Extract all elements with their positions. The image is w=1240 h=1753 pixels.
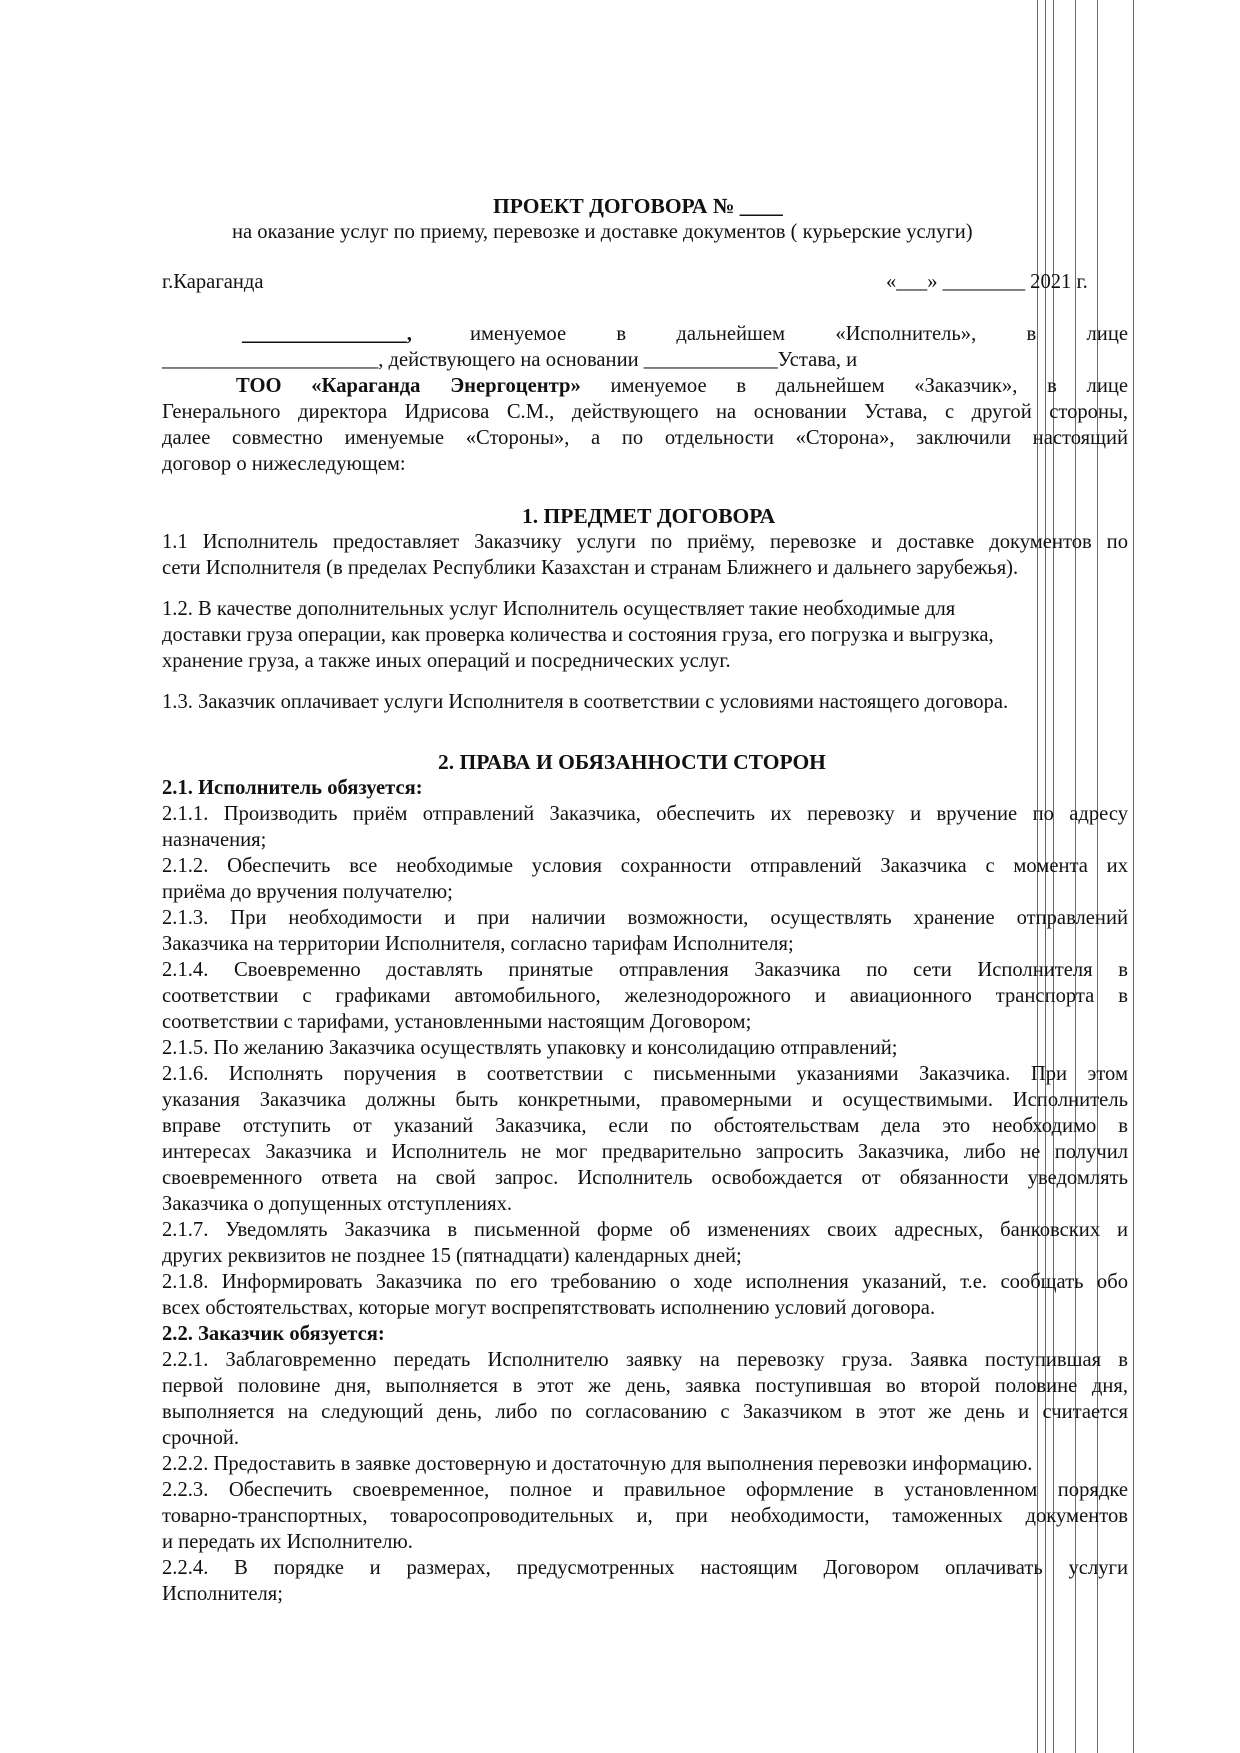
clause-line: 2.1.8. Информировать Заказчика по его требованию о ходе исполнения указаний, т.е. сообщать обо bbox=[162, 1271, 1128, 1293]
clause-line: доставки груза операции, как проверка количества и состояния груза, его погрузка и выгрузка, bbox=[162, 624, 994, 646]
preamble-line: далее совместно именуемые «Стороны», а по отдельности «Сторона», заключили настоящий bbox=[162, 427, 1128, 449]
clause-line: выполняется на следующий день, либо по согласованию с Заказчиком в этот же день и считается bbox=[162, 1401, 1128, 1423]
clause-line: Заказчика о допущенных отступлениях. bbox=[162, 1193, 513, 1215]
clause-line: соответствии с тарифами, установленными настоящим Договором; bbox=[162, 1011, 752, 1033]
preamble-line-1-words bbox=[470, 321, 1128, 347]
scan-artifact-line bbox=[1133, 0, 1134, 1753]
clause-line: назначения; bbox=[162, 829, 267, 851]
clause-line: 2.1.7. Уведомлять Заказчика в письменной форме об изменениях своих адресных, банковских и bbox=[162, 1219, 1128, 1241]
clause-line: 2.1.2. Обеспечить все необходимые условия сохранности отправлений Заказчика с момента их bbox=[162, 855, 1128, 877]
clause-line: 2.1.6. Исполнять поручения в соответствии с письменными указаниями Заказчика. При этом bbox=[162, 1063, 1128, 1085]
clause-line: 2.1.1. Производить приём отправлений Заказчика, обеспечить их перевозку и вручение по адресу bbox=[162, 803, 1128, 825]
preamble-word: лице bbox=[1086, 323, 1128, 345]
clause-line: указания Заказчика должны быть конкретными, правомерными и осуществимыми. Исполнитель bbox=[162, 1089, 1128, 1111]
document-title: ПРОЕКТ ДОГОВОРА № ____ bbox=[493, 194, 783, 218]
subsection-heading: 2.2. Заказчик обязуется: bbox=[162, 1323, 385, 1345]
subsection-heading: 2.1. Исполнитель обязуется: bbox=[162, 777, 423, 799]
clause-line: соответствии с графиками автомобильного, железнодорожного и авиационного транспорта в bbox=[162, 985, 1128, 1007]
clause-line: срочной. bbox=[162, 1427, 240, 1449]
section-1-heading: 1. ПРЕДМЕТ ДОГОВОРА bbox=[522, 504, 776, 528]
clause-line: 2.1.5. По желанию Заказчика осуществлять упаковку и консолидацию отправлений; bbox=[162, 1037, 898, 1059]
clause-line: Исполнителя; bbox=[162, 1583, 283, 1605]
executor-name-blank: ________________, bbox=[242, 323, 412, 345]
preamble-line: договор о нижеследующем: bbox=[162, 453, 406, 475]
clause-line: 1.2. В качестве дополнительных услуг Исполнитель осуществляет такие необходимые для bbox=[162, 598, 956, 620]
clause-line: 2.2.4. В порядке и размерах, предусмотренных настоящим Договором оплачивать услуги bbox=[162, 1557, 1128, 1579]
clause-line: вправе отступить от указаний Заказчика, если по обстоятельствам дела это необходимо в bbox=[162, 1115, 1128, 1137]
section-2-heading: 2. ПРАВА И ОБЯЗАННОСТИ СТОРОН bbox=[438, 750, 826, 774]
clause-line: Заказчика на территории Исполнителя, согласно тарифам Исполнителя; bbox=[162, 933, 794, 955]
clause-line: 2.2.3. Обеспечить своевременное, полное и правильное оформление в установленном порядке bbox=[162, 1479, 1128, 1501]
document-subtitle: на оказание услуг по приему, перевозке и доставке документов ( курьерские услуги) bbox=[232, 221, 973, 243]
preamble-word: именуемое bbox=[470, 323, 567, 345]
clause-line: 2.2.1. Заблаговременно передать Исполнителю заявку на перевозку груза. Заявка поступившая в bbox=[162, 1349, 1128, 1371]
clause-line: сети Исполнителя (в пределах Республики Казахстан и странам Ближнего и дальнего зарубежья). bbox=[162, 557, 1019, 579]
preamble-word: дальнейшем bbox=[676, 323, 786, 345]
clause-line: 2.1.3. При необходимости и при наличии возможности, осуществлять хранение отправлений bbox=[162, 907, 1128, 929]
clause-line: интересах Заказчика и Исполнитель не мог предварительно запросить Заказчика, либо не получил bbox=[162, 1141, 1128, 1163]
preamble-word: в bbox=[1026, 323, 1037, 345]
preamble-line: _____________________, действующего на основании _____________Устава, и bbox=[162, 349, 858, 371]
clause-line: хранение груза, а также иных операций и посреднических услуг. bbox=[162, 650, 731, 672]
clause-line: приёма до вручения получателю; bbox=[162, 881, 453, 903]
preamble-word: «Исполнитель», bbox=[835, 323, 977, 345]
clause-line: своевременного ответа на свой запрос. Исполнитель освобождается от обязанности уведомлять bbox=[162, 1167, 1128, 1189]
preamble-line: Генерального директора Идрисова С.М., действующего на основании Устава, с другой стороны, bbox=[162, 401, 1128, 423]
preamble-word: в bbox=[616, 323, 627, 345]
clause-line: товарно-транспортных, товаросопроводительных и, при необходимости, таможенных документов bbox=[162, 1505, 1128, 1527]
contract-date: «___» ________ 2021 г. bbox=[886, 271, 1088, 293]
clause-line: 1.3. Заказчик оплачивает услуги Исполнителя в соответствии с условиями настоящего договора. bbox=[162, 691, 1009, 713]
clause-line: 2.2.2. Предоставить в заявке достоверную и достаточную для выполнения перевозки информацию. bbox=[162, 1453, 1033, 1475]
preamble-line bbox=[236, 373, 1128, 399]
customer-org-name: ТОО «Караганда Энергоцентр» bbox=[236, 375, 581, 397]
clause-line: 2.1.4. Своевременно доставлять принятые отправления Заказчика по сети Исполнителя в bbox=[162, 959, 1128, 981]
city: г.Караганда bbox=[162, 271, 264, 293]
clause-line: первой половине дня, выполняется в этот же день, заявка поступившая во второй половине дня, bbox=[162, 1375, 1128, 1397]
clause-line: и передать их Исполнителю. bbox=[162, 1531, 413, 1553]
clause-line: других реквизитов не позднее 15 (пятнадцати) календарных дней; bbox=[162, 1245, 742, 1267]
clause-line: всех обстоятельствах, которые могут воспрепятствовать исполнению условий договора. bbox=[162, 1297, 936, 1319]
preamble-line-tail: именуемое в дальнейшем «Заказчик», в лице bbox=[580, 375, 1128, 397]
clause-line: 1.1 Исполнитель предоставляет Заказчику услуги по приёму, перевозке и доставке документов по bbox=[162, 531, 1128, 553]
